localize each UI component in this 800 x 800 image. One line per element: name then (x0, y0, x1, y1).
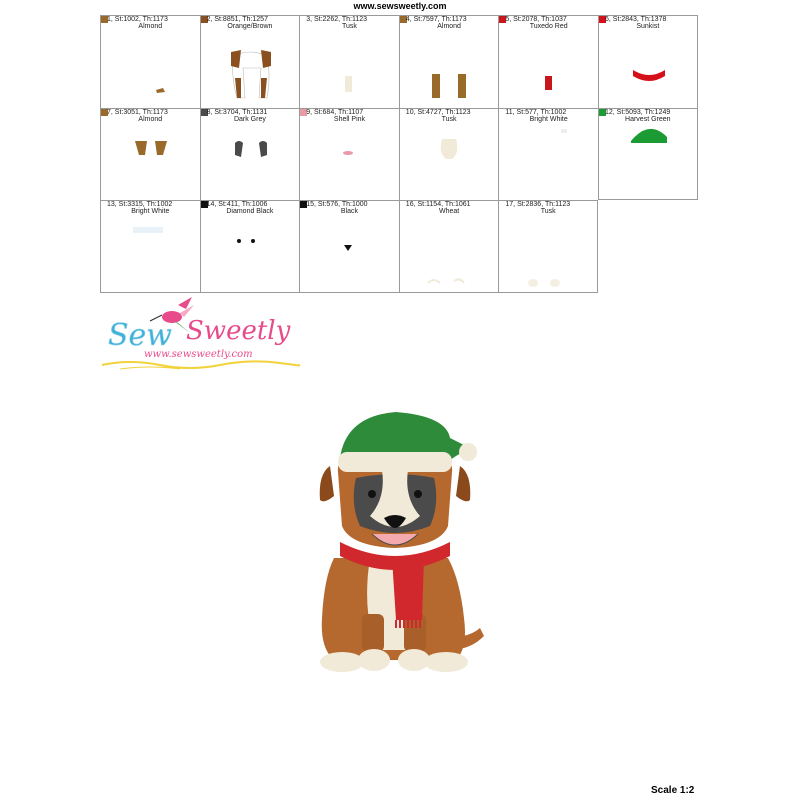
color-block-name: Almond (437, 23, 461, 30)
color-block-name: Wheat (438, 208, 460, 216)
color-block-header: 8, St:3704, Th:1131 (206, 108, 268, 116)
color-block-cell (498, 200, 598, 293)
logo-url: www.sewsweetly.com (144, 349, 253, 360)
color-block-cell (200, 108, 300, 201)
color-block-cell (100, 200, 200, 293)
color-block-cell (299, 15, 399, 108)
color-block-name: Tusk (441, 115, 457, 123)
color-block-name: Diamond Black (226, 208, 274, 216)
color-block-header: 16, St:1154, Th:1061 (405, 201, 471, 209)
color-block-cell (200, 15, 300, 108)
color-block-cell (598, 15, 698, 108)
boxer-dog-design (300, 408, 490, 680)
color-block-name: Sunkist (636, 23, 660, 30)
color-block-name: Almond (138, 23, 163, 30)
color-block-name: Tuxedo Red (529, 23, 568, 30)
color-block-header: 9, St:684, Th:1107 (306, 108, 364, 116)
color-block-cell (200, 200, 300, 293)
color-block-name: Bright White (131, 208, 170, 216)
color-block-header: 13, St:3315, Th:1002 (107, 201, 173, 209)
color-block-header: 7, St:3051, Th:1173 (107, 108, 168, 116)
color-block-cell (399, 200, 499, 293)
sewsweetly-logo (100, 295, 300, 375)
logo-brand-text: Sew (108, 318, 172, 353)
svg-text:Sweetly: Sweetly (186, 316, 291, 346)
color-block-cell (299, 108, 399, 201)
color-block-cell (399, 15, 499, 108)
color-block-cell (498, 108, 598, 201)
color-block-header: 15, St:576, Th:1000 (306, 201, 368, 209)
color-block-cell (598, 108, 698, 201)
color-block-header: 12, St:5093, Th:1249 (605, 108, 671, 116)
site-url[interactable]: www.sewsweetly.com (353, 1, 447, 11)
color-block-name: Tusk (342, 23, 357, 30)
color-block-name: Shell Pink (333, 115, 366, 123)
color-block-header: 3, St:2262, Th:1123 (306, 16, 368, 23)
color-block-cell (100, 108, 200, 201)
color-block-header: 11, St:577, Th:1002 (505, 108, 567, 116)
color-block-cell (100, 15, 200, 108)
color-block-header: 10, St:4727, Th:1123 (405, 108, 471, 116)
color-block-name: Orange/Brown (227, 23, 273, 30)
color-block-cell (498, 15, 598, 108)
color-block-header: 2, St:8851, Th:1257 (206, 16, 268, 23)
color-block-header: 5, St:2078, Th:1037 (505, 16, 567, 23)
color-block-name: Black (340, 208, 359, 216)
color-block-name: Almond (138, 115, 163, 123)
color-block-header: 1, St:1002, Th:1173 (107, 16, 168, 23)
color-block-header: 4, St:7597, Th:1173 (405, 16, 467, 23)
color-block-name: Dark Grey (233, 115, 266, 123)
color-block-grid (100, 15, 671, 293)
scale-label: Scale 1:2 (651, 785, 695, 796)
color-block-header: 6, St:2843, Th:1378 (605, 16, 667, 23)
color-block-header: 14, St:411, Th:1006 (206, 201, 268, 209)
color-block-name: Harvest Green (625, 115, 671, 123)
color-block-header: 17, St:2836, Th:1123 (505, 201, 571, 209)
color-block-cell (299, 200, 399, 293)
color-block-name: Tusk (540, 208, 556, 216)
color-block-name: Bright White (529, 115, 568, 123)
color-block-cell (399, 108, 499, 201)
